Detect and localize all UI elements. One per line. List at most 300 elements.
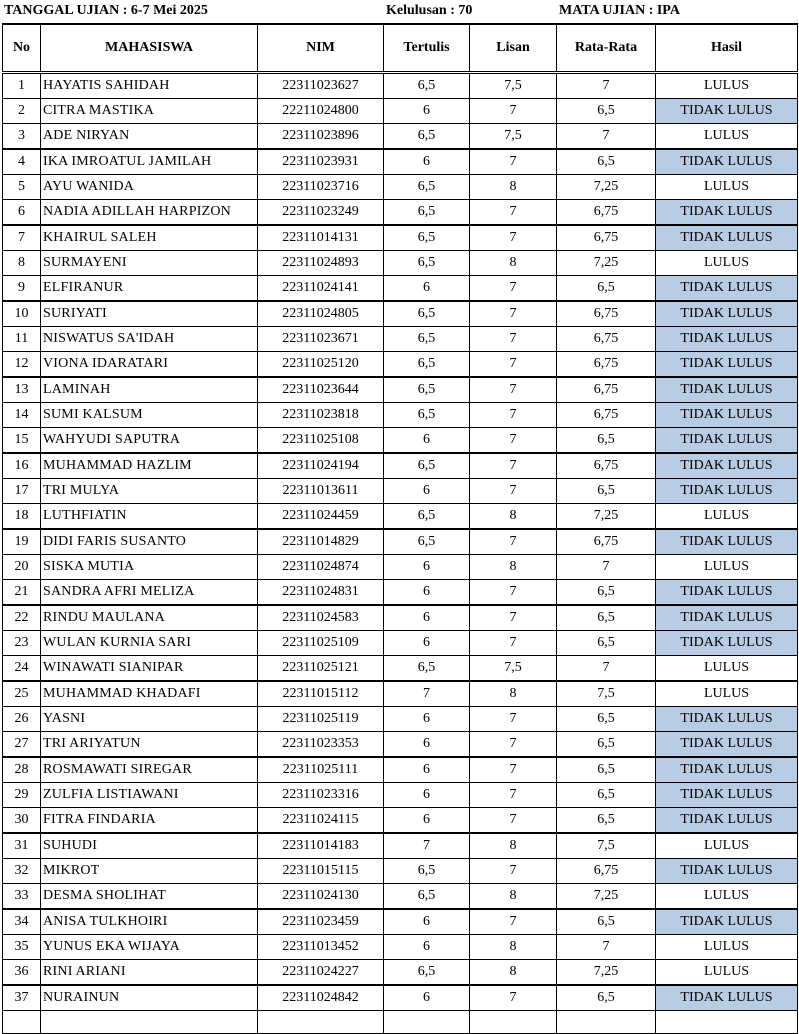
cell-nim[interactable]: 22311014131 [258,225,384,251]
cell-hasil[interactable]: TIDAK LULUS [656,732,798,758]
cell-hasil[interactable]: LULUS [656,504,798,530]
cell-hasil[interactable]: LULUS [656,960,798,986]
cell-hasil[interactable]: TIDAK LULUS [656,631,798,656]
cell-tertulis[interactable]: 6 [384,605,470,631]
cell-mahasiswa[interactable]: ROSMAWATI SIREGAR [41,757,258,783]
cell-nim[interactable]: 22311014183 [258,833,384,859]
cell-rata-rata[interactable]: 6,75 [557,327,656,352]
cell-rata-rata[interactable]: 7,25 [557,960,656,986]
cell-rata-rata[interactable]: 6,5 [557,428,656,454]
cell-tertulis[interactable]: 6,5 [384,884,470,910]
cell-nim[interactable]: 22311023459 [258,909,384,935]
cell-rata-rata[interactable]: 7,25 [557,504,656,530]
cell-nim[interactable]: 22311024115 [258,808,384,834]
cell-nim[interactable]: 22311015112 [258,681,384,707]
cell-lisan[interactable]: 7 [470,631,557,656]
table-row [3,428,798,454]
cell-tertulis[interactable]: 6 [384,149,470,175]
cell-rata-rata[interactable]: 6,5 [557,605,656,631]
cell-hasil[interactable]: TIDAK LULUS [656,859,798,884]
cell-mahasiswa[interactable]: SURIYATI [41,301,258,327]
cell-nim[interactable]: 22311023353 [258,732,384,758]
cell-rata-rata[interactable]: 6,5 [557,783,656,808]
cell-mahasiswa[interactable]: WINAWATI SIANIPAR [41,656,258,682]
cell-nim[interactable]: 22311025120 [258,352,384,378]
cell-rata-rata[interactable]: 7,25 [557,884,656,910]
cell-rata-rata[interactable]: 6,75 [557,529,656,555]
cell-nim[interactable]: 22311025108 [258,428,384,454]
cell-tertulis[interactable]: 6 [384,935,470,960]
cell-no[interactable]: 23 [3,631,41,656]
cell-nim[interactable]: 22311024194 [258,453,384,479]
cell-nim[interactable]: 22311015115 [258,859,384,884]
cell-tertulis[interactable]: 6 [384,580,470,606]
cell-mahasiswa[interactable]: IKA IMROATUL JAMILAH [41,149,258,175]
cell-tertulis[interactable]: 7 [384,833,470,859]
header-row [3,24,798,73]
cell-tertulis[interactable]: 6,5 [384,327,470,352]
cell-no[interactable]: 18 [3,504,41,530]
cell-tertulis[interactable]: 6 [384,555,470,580]
cell-lisan[interactable]: 7 [470,225,557,251]
cell-hasil[interactable]: TIDAK LULUS [656,327,798,352]
cell-rata-rata[interactable]: 6,75 [557,225,656,251]
cell-mahasiswa[interactable]: TRI MULYA [41,479,258,504]
col-header-lisan[interactable]: Lisan [470,24,557,73]
cell-hasil[interactable]: TIDAK LULUS [656,529,798,555]
cell-nim[interactable]: 22311025111 [258,757,384,783]
cell-lisan[interactable]: 7 [470,327,557,352]
empty-cell[interactable] [258,1011,384,1034]
cell-nim[interactable]: 22311024842 [258,985,384,1011]
cell-rata-rata[interactable]: 6,5 [557,99,656,124]
cell-rata-rata[interactable]: 7 [557,935,656,960]
cell-mahasiswa[interactable]: MIKROT [41,859,258,884]
cell-no[interactable]: 30 [3,808,41,834]
cell-hasil[interactable]: LULUS [656,73,798,99]
cell-rata-rata[interactable]: 6,5 [557,276,656,302]
empty-cell[interactable] [557,1011,656,1034]
cell-no[interactable]: 1 [3,73,41,99]
cell-mahasiswa[interactable]: RINI ARIANI [41,960,258,986]
cell-mahasiswa[interactable]: ADE NIRYAN [41,124,258,150]
cell-lisan[interactable]: 8 [470,935,557,960]
cell-no[interactable]: 37 [3,985,41,1011]
cell-nim[interactable]: 22311024583 [258,605,384,631]
cell-tertulis[interactable]: 6 [384,707,470,732]
cell-nim[interactable]: 22311023644 [258,377,384,403]
col-header-hasil[interactable]: Hasil [656,24,798,73]
cell-tertulis[interactable]: 6,5 [384,453,470,479]
cell-hasil[interactable]: TIDAK LULUS [656,707,798,732]
col-header-no[interactable]: No [3,24,41,73]
cell-no[interactable]: 12 [3,352,41,378]
table-row [3,909,798,935]
cell-no[interactable]: 3 [3,124,41,150]
table-row [3,555,798,580]
col-header-rata-rata[interactable]: Rata-Rata [557,24,656,73]
cell-rata-rata[interactable]: 6,75 [557,200,656,226]
cell-no[interactable]: 33 [3,884,41,910]
cell-lisan[interactable]: 7,5 [470,73,557,99]
cell-tertulis[interactable]: 6 [384,479,470,504]
cell-mahasiswa[interactable]: YASNI [41,707,258,732]
cell-nim[interactable]: 22311023671 [258,327,384,352]
cell-nim[interactable]: 22311023716 [258,175,384,200]
cell-mahasiswa[interactable]: SANDRA AFRI MELIZA [41,580,258,606]
cell-nim[interactable]: 22311024459 [258,504,384,530]
table-row [3,327,798,352]
sheet-header [0,0,799,23]
cell-mahasiswa[interactable]: CITRA MASTIKA [41,99,258,124]
empty-cell[interactable] [384,1011,470,1034]
cell-mahasiswa[interactable]: LUTHFIATIN [41,504,258,530]
cell-mahasiswa[interactable]: DESMA SHOLIHAT [41,884,258,910]
cell-nim[interactable]: 22311024227 [258,960,384,986]
cell-no[interactable]: 15 [3,428,41,454]
cell-rata-rata[interactable]: 7 [557,555,656,580]
cell-rata-rata[interactable]: 7,25 [557,251,656,276]
col-header-mahasiswa[interactable]: MAHASISWA [41,24,258,73]
cell-mahasiswa[interactable]: FITRA FINDARIA [41,808,258,834]
cell-tertulis[interactable]: 6,5 [384,200,470,226]
cell-mahasiswa[interactable]: TRI ARIYATUN [41,732,258,758]
cell-tertulis[interactable]: 6,5 [384,251,470,276]
cell-mahasiswa[interactable]: ZULFIA LISTIAWANI [41,783,258,808]
cell-nim[interactable]: 22311025109 [258,631,384,656]
cell-no[interactable]: 14 [3,403,41,428]
cell-lisan[interactable]: 7 [470,301,557,327]
empty-cell[interactable] [3,1011,41,1034]
cell-mahasiswa[interactable]: SISKA MUTIA [41,555,258,580]
table-row [3,605,798,631]
cell-hasil[interactable]: TIDAK LULUS [656,757,798,783]
cell-hasil[interactable]: TIDAK LULUS [656,149,798,175]
cell-nim[interactable]: 22311024874 [258,555,384,580]
cell-no[interactable]: 13 [3,377,41,403]
cell-rata-rata[interactable]: 6,5 [557,757,656,783]
cell-hasil[interactable]: TIDAK LULUS [656,276,798,302]
cell-no[interactable]: 36 [3,960,41,986]
cell-hasil[interactable]: LULUS [656,884,798,910]
cell-tertulis[interactable]: 6 [384,985,470,1011]
cell-hasil[interactable]: TIDAK LULUS [656,808,798,834]
cell-mahasiswa[interactable]: YUNUS EKA WIJAYA [41,935,258,960]
cell-mahasiswa[interactable]: KHAIRUL SALEH [41,225,258,251]
cell-no[interactable]: 27 [3,732,41,758]
cell-mahasiswa[interactable]: ELFIRANUR [41,276,258,302]
cell-nim[interactable]: 22311023316 [258,783,384,808]
table-row [3,504,798,530]
cell-hasil[interactable]: TIDAK LULUS [656,453,798,479]
cell-no[interactable]: 34 [3,909,41,935]
cell-tertulis[interactable]: 6,5 [384,504,470,530]
cell-no[interactable]: 9 [3,276,41,302]
cell-no[interactable]: 20 [3,555,41,580]
cell-no[interactable]: 19 [3,529,41,555]
cell-lisan[interactable]: 7 [470,808,557,834]
cell-mahasiswa[interactable]: ANISA TULKHOIRI [41,909,258,935]
cell-hasil[interactable]: TIDAK LULUS [656,580,798,606]
cell-tertulis[interactable]: 6,5 [384,124,470,150]
cell-lisan[interactable]: 8 [470,960,557,986]
cell-lisan[interactable]: 7,5 [470,656,557,682]
cell-no[interactable]: 31 [3,833,41,859]
cell-no[interactable]: 8 [3,251,41,276]
table-row [3,99,798,124]
cell-no[interactable]: 11 [3,327,41,352]
cell-mahasiswa[interactable]: MUHAMMAD KHADAFI [41,681,258,707]
cell-hasil[interactable]: LULUS [656,833,798,859]
table-row [3,707,798,732]
cell-lisan[interactable]: 7 [470,276,557,302]
table-row [3,479,798,504]
cell-hasil[interactable]: TIDAK LULUS [656,428,798,454]
cell-rata-rata[interactable]: 6,5 [557,707,656,732]
empty-cell[interactable] [656,1011,798,1034]
cell-hasil[interactable]: TIDAK LULUS [656,605,798,631]
cell-no[interactable]: 26 [3,707,41,732]
cell-no[interactable]: 17 [3,479,41,504]
cell-nim[interactable]: 22311024141 [258,276,384,302]
cell-mahasiswa[interactable]: HAYATIS SAHIDAH [41,73,258,99]
cell-rata-rata[interactable]: 7 [557,73,656,99]
cell-tertulis[interactable]: 6,5 [384,377,470,403]
cell-tertulis[interactable]: 6,5 [384,403,470,428]
cell-nim[interactable]: 22311023931 [258,149,384,175]
cell-nim[interactable]: 22311025119 [258,707,384,732]
table-row [3,631,798,656]
table-row [3,149,798,175]
cell-nim[interactable]: 22311013452 [258,935,384,960]
cell-hasil[interactable]: LULUS [656,124,798,150]
table-body [3,73,798,1034]
cell-no[interactable]: 10 [3,301,41,327]
table-row [3,985,798,1011]
cell-nim[interactable]: 22311023249 [258,200,384,226]
cell-hasil[interactable]: TIDAK LULUS [656,909,798,935]
cell-tertulis[interactable]: 6 [384,99,470,124]
cell-tertulis[interactable]: 6,5 [384,73,470,99]
cell-no[interactable]: 32 [3,859,41,884]
table-row [3,453,798,479]
cell-tertulis[interactable]: 6,5 [384,859,470,884]
cell-rata-rata[interactable]: 6,5 [557,580,656,606]
cell-rata-rata[interactable]: 7 [557,124,656,150]
cell-no[interactable]: 24 [3,656,41,682]
cell-mahasiswa[interactable]: MUHAMMAD HAZLIM [41,453,258,479]
cell-rata-rata[interactable]: 7 [557,656,656,682]
cell-hasil[interactable]: TIDAK LULUS [656,783,798,808]
cell-no[interactable]: 6 [3,200,41,226]
cell-rata-rata[interactable]: 6,75 [557,352,656,378]
cell-tertulis[interactable]: 6,5 [384,352,470,378]
cell-rata-rata[interactable]: 6,75 [557,403,656,428]
cell-tertulis[interactable]: 6 [384,631,470,656]
cell-tertulis[interactable]: 6,5 [384,656,470,682]
cell-rata-rata[interactable]: 6,5 [557,479,656,504]
cell-no[interactable]: 25 [3,681,41,707]
cell-lisan[interactable]: 7 [470,909,557,935]
cell-nim[interactable]: 22311013611 [258,479,384,504]
cell-hasil[interactable]: TIDAK LULUS [656,99,798,124]
cell-lisan[interactable]: 7 [470,605,557,631]
cell-lisan[interactable]: 7 [470,149,557,175]
cell-hasil[interactable]: TIDAK LULUS [656,403,798,428]
cell-no[interactable]: 29 [3,783,41,808]
cell-rata-rata[interactable]: 7,5 [557,681,656,707]
cell-lisan[interactable]: 7 [470,403,557,428]
cell-lisan[interactable]: 8 [470,884,557,910]
cell-mahasiswa[interactable]: SUHUDI [41,833,258,859]
cell-tertulis[interactable]: 6 [384,808,470,834]
cell-lisan[interactable]: 7 [470,580,557,606]
cell-lisan[interactable]: 7 [470,200,557,226]
cell-lisan[interactable]: 8 [470,833,557,859]
table-row [3,529,798,555]
cell-hasil[interactable]: LULUS [656,555,798,580]
cell-no[interactable]: 35 [3,935,41,960]
col-header-nim[interactable]: NIM [258,24,384,73]
cell-nim[interactable]: 22311024805 [258,301,384,327]
table-row [3,833,798,859]
cell-rata-rata[interactable]: 6,75 [557,301,656,327]
cell-nim[interactable]: 22311024130 [258,884,384,910]
cell-tertulis[interactable]: 7 [384,681,470,707]
cell-rata-rata[interactable]: 6,5 [557,149,656,175]
cell-no[interactable]: 28 [3,757,41,783]
cell-lisan[interactable]: 7 [470,99,557,124]
cell-mahasiswa[interactable]: NISWATUS SA'IDAH [41,327,258,352]
cell-mahasiswa[interactable]: SUMI KALSUM [41,403,258,428]
table-row [3,225,798,251]
cell-nim[interactable]: 22311023896 [258,124,384,150]
cell-tertulis[interactable]: 6,5 [384,960,470,986]
cell-mahasiswa[interactable]: LAMINAH [41,377,258,403]
table-row [3,124,798,150]
cell-lisan[interactable]: 8 [470,251,557,276]
cell-hasil[interactable]: TIDAK LULUS [656,377,798,403]
cell-tertulis[interactable]: 6,5 [384,529,470,555]
cell-lisan[interactable]: 7 [470,479,557,504]
cell-rata-rata[interactable]: 6,5 [557,909,656,935]
cell-mahasiswa[interactable]: WULAN KURNIA SARI [41,631,258,656]
cell-hasil[interactable]: TIDAK LULUS [656,985,798,1011]
cell-tertulis[interactable]: 6,5 [384,175,470,200]
cell-no[interactable]: 5 [3,175,41,200]
cell-mahasiswa[interactable]: DIDI FARIS SUSANTO [41,529,258,555]
cell-nim[interactable]: 22311014829 [258,529,384,555]
table-row [3,175,798,200]
cell-tertulis[interactable]: 6 [384,276,470,302]
cell-mahasiswa[interactable]: AYU WANIDA [41,175,258,200]
cell-no[interactable]: 16 [3,453,41,479]
cell-lisan[interactable]: 7 [470,352,557,378]
cell-lisan[interactable]: 8 [470,555,557,580]
cell-tertulis[interactable]: 6 [384,909,470,935]
cell-lisan[interactable]: 8 [470,681,557,707]
cell-nim[interactable]: 22311023818 [258,403,384,428]
cell-tertulis[interactable]: 6 [384,783,470,808]
table-row [3,681,798,707]
cell-nim[interactable]: 22311024893 [258,251,384,276]
cell-lisan[interactable]: 7 [470,985,557,1011]
cell-rata-rata[interactable]: 7,25 [557,175,656,200]
cell-hasil[interactable]: LULUS [656,656,798,682]
cell-rata-rata[interactable]: 6,5 [557,985,656,1011]
cell-no[interactable]: 7 [3,225,41,251]
cell-tertulis[interactable]: 6 [384,757,470,783]
cell-lisan[interactable]: 7,5 [470,124,557,150]
cell-rata-rata[interactable]: 6,5 [557,732,656,758]
cell-lisan[interactable]: 7 [470,377,557,403]
cell-hasil[interactable]: TIDAK LULUS [656,479,798,504]
cell-mahasiswa[interactable]: RINDU MAULANA [41,605,258,631]
cell-lisan[interactable]: 7 [470,859,557,884]
cell-rata-rata[interactable]: 7,5 [557,833,656,859]
cell-hasil[interactable]: TIDAK LULUS [656,200,798,226]
cell-hasil[interactable]: TIDAK LULUS [656,301,798,327]
empty-cell[interactable] [41,1011,258,1034]
cell-tertulis[interactable]: 6 [384,732,470,758]
cell-lisan[interactable]: 7 [470,453,557,479]
cell-rata-rata[interactable]: 6,75 [557,377,656,403]
cell-hasil[interactable]: LULUS [656,175,798,200]
cell-hasil[interactable]: TIDAK LULUS [656,225,798,251]
cell-mahasiswa[interactable]: VIONA IDARATARI [41,352,258,378]
cell-nim[interactable]: 22211024800 [258,99,384,124]
cell-hasil[interactable]: LULUS [656,935,798,960]
cell-nim[interactable]: 22311025121 [258,656,384,682]
cell-rata-rata[interactable]: 6,5 [557,631,656,656]
cell-rata-rata[interactable]: 6,75 [557,453,656,479]
cell-nim[interactable]: 22311024831 [258,580,384,606]
col-header-tertulis[interactable]: Tertulis [384,24,470,73]
cell-hasil[interactable]: LULUS [656,681,798,707]
cell-lisan[interactable]: 7 [470,428,557,454]
cell-lisan[interactable]: 7 [470,732,557,758]
table-row [3,656,798,682]
cell-tertulis[interactable]: 6,5 [384,301,470,327]
cell-tertulis[interactable]: 6,5 [384,225,470,251]
cell-no[interactable]: 21 [3,580,41,606]
cell-nim[interactable]: 22311023627 [258,73,384,99]
cell-mahasiswa[interactable]: SURMAYENI [41,251,258,276]
cell-lisan[interactable]: 8 [470,175,557,200]
cell-no[interactable]: 4 [3,149,41,175]
cell-mahasiswa[interactable]: NURAINUN [41,985,258,1011]
table-row [3,276,798,302]
cell-hasil[interactable]: LULUS [656,251,798,276]
cell-mahasiswa[interactable]: WAHYUDI SAPUTRA [41,428,258,454]
cell-lisan[interactable]: 8 [470,504,557,530]
cell-no[interactable]: 22 [3,605,41,631]
exam-subject-label: MATA UJIAN : IPA [559,3,680,18]
cell-lisan[interactable]: 7 [470,529,557,555]
table-row [3,200,798,226]
empty-cell[interactable] [470,1011,557,1034]
cell-mahasiswa[interactable]: NADIA ADILLAH HARPIZON [41,200,258,226]
cell-lisan[interactable]: 7 [470,783,557,808]
cell-no[interactable]: 2 [3,99,41,124]
cell-rata-rata[interactable]: 6,75 [557,859,656,884]
cell-lisan[interactable]: 7 [470,757,557,783]
cell-hasil[interactable]: TIDAK LULUS [656,352,798,378]
empty-row [3,1011,798,1034]
cell-rata-rata[interactable]: 6,5 [557,808,656,834]
cell-lisan[interactable]: 7 [470,707,557,732]
cell-tertulis[interactable]: 6 [384,428,470,454]
